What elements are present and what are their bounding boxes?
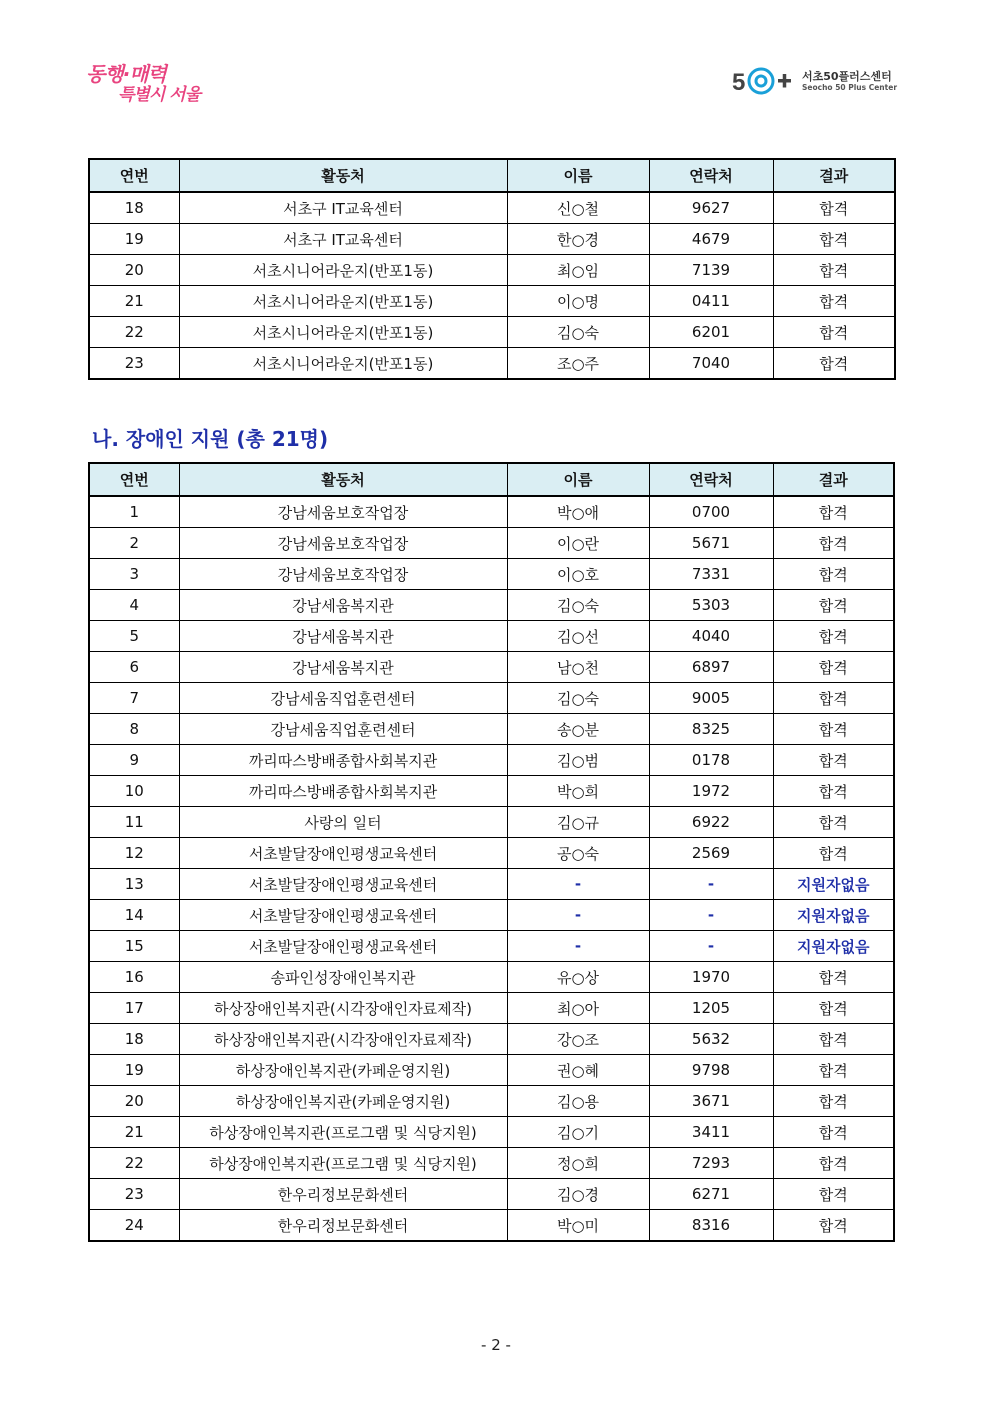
cell-number: 6 <box>89 652 179 683</box>
cell-contact: 5303 <box>649 590 773 621</box>
table-row <box>89 1055 894 1086</box>
cell-number: 20 <box>89 1086 179 1117</box>
col-header-place: 활동처 <box>179 463 507 496</box>
cell-place: 서초구 IT교육센터 <box>179 192 507 224</box>
table-header-row <box>89 159 895 192</box>
table-row <box>89 776 894 807</box>
cell-number: 14 <box>89 900 179 931</box>
cell-name: 최○아 <box>507 993 649 1024</box>
cell-contact: - <box>649 931 773 962</box>
table-row <box>89 559 894 590</box>
cell-name: 정○희 <box>507 1148 649 1179</box>
table-row <box>89 192 895 224</box>
svg-text:5: 5 <box>732 69 746 96</box>
table-continuation <box>88 158 896 380</box>
cell-number: 18 <box>89 192 179 224</box>
cell-contact: 1972 <box>649 776 773 807</box>
cell-name: 김○경 <box>507 1179 649 1210</box>
table-row <box>89 714 894 745</box>
cell-place: 까리따스방배종합사회복지관 <box>179 776 507 807</box>
cell-number: 12 <box>89 838 179 869</box>
cell-name: 김○숙 <box>507 590 649 621</box>
cell-contact: 0700 <box>649 496 773 528</box>
cell-number: 22 <box>89 1148 179 1179</box>
cell-result: 합격 <box>773 528 894 559</box>
table-row <box>89 838 894 869</box>
col-header-place: 활동처 <box>179 159 507 192</box>
cell-result: 합격 <box>773 1210 894 1242</box>
table-row <box>89 255 895 286</box>
seoul-logo-line1: 동행·매력 <box>86 62 166 86</box>
cell-result: 합격 <box>773 807 894 838</box>
col-header-result: 결과 <box>773 463 894 496</box>
cell-place: 하상장애인복지관(카페운영지원) <box>179 1055 507 1086</box>
cell-place: 서초발달장애인평생교육센터 <box>179 931 507 962</box>
cell-place: 하상장애인복지관(프로그램 및 식당지원) <box>179 1148 507 1179</box>
cell-result: 합격 <box>773 962 894 993</box>
cell-number: 15 <box>89 931 179 962</box>
cell-result: 합격 <box>773 714 894 745</box>
cell-name: - <box>507 931 649 962</box>
table-row <box>89 652 894 683</box>
cell-number: 21 <box>89 286 179 317</box>
table-header-row <box>89 463 894 496</box>
cell-result: 합격 <box>773 652 894 683</box>
cell-name: 박○희 <box>507 776 649 807</box>
cell-name: 최○임 <box>507 255 649 286</box>
cell-contact: 9005 <box>649 683 773 714</box>
table-row <box>89 993 894 1024</box>
cell-contact: 5632 <box>649 1024 773 1055</box>
seocho-50plus-logo <box>732 64 902 100</box>
col-header-name: 이름 <box>507 159 649 192</box>
cell-contact: 3671 <box>649 1086 773 1117</box>
cell-place: 강남세움직업훈련센터 <box>179 714 507 745</box>
col-header-number: 연번 <box>89 463 179 496</box>
cell-name: 이○명 <box>507 286 649 317</box>
cell-number: 5 <box>89 621 179 652</box>
cell-name: 강○조 <box>507 1024 649 1055</box>
table-row <box>89 528 894 559</box>
table-row <box>89 286 895 317</box>
cell-contact: 9798 <box>649 1055 773 1086</box>
cell-number: 7 <box>89 683 179 714</box>
cell-result: 합격 <box>773 192 895 224</box>
section-title-disability-support: 나. 장애인 지원 (총 21명) <box>92 427 329 451</box>
cell-number: 16 <box>89 962 179 993</box>
table-row <box>89 1148 894 1179</box>
table-row <box>89 590 894 621</box>
center-name-english: Seocho 50 Plus Center <box>802 83 898 92</box>
cell-place: 송파인성장애인복지관 <box>179 962 507 993</box>
cell-result: 합격 <box>773 590 894 621</box>
cell-place: 서초시니어라운지(반포1동) <box>179 317 507 348</box>
cell-number: 22 <box>89 317 179 348</box>
cell-place: 강남세움보호작업장 <box>179 496 507 528</box>
cell-name: - <box>507 900 649 931</box>
cell-result: 합격 <box>773 317 895 348</box>
cell-result: 합격 <box>773 745 894 776</box>
cell-name: - <box>507 869 649 900</box>
table-row <box>89 900 894 931</box>
cell-place: 강남세움복지관 <box>179 590 507 621</box>
cell-place: 강남세움보호작업장 <box>179 559 507 590</box>
cell-number: 19 <box>89 1055 179 1086</box>
cell-result: 지원자없음 <box>773 931 894 962</box>
cell-name: 공○숙 <box>507 838 649 869</box>
table-row <box>89 317 895 348</box>
cell-result: 합격 <box>773 224 895 255</box>
cell-name: 송○분 <box>507 714 649 745</box>
cell-number: 23 <box>89 1179 179 1210</box>
cell-contact: 1205 <box>649 993 773 1024</box>
cell-place: 까리따스방배종합사회복지관 <box>179 745 507 776</box>
cell-contact: 1970 <box>649 962 773 993</box>
cell-place: 하상장애인복지관(시각장애인자료제작) <box>179 993 507 1024</box>
table-row <box>89 931 894 962</box>
cell-contact: 7040 <box>649 348 773 380</box>
fifty-plus-icon <box>732 64 794 98</box>
cell-result: 합격 <box>773 1148 894 1179</box>
cell-place: 강남세움보호작업장 <box>179 528 507 559</box>
cell-result: 합격 <box>773 776 894 807</box>
cell-contact: 6201 <box>649 317 773 348</box>
cell-place: 하상장애인복지관(카페운영지원) <box>179 1086 507 1117</box>
seoul-logo-line2: 특별시 서울 <box>118 85 201 105</box>
cell-name: 신○철 <box>507 192 649 224</box>
cell-contact: 3411 <box>649 1117 773 1148</box>
cell-result: 지원자없음 <box>773 869 894 900</box>
cell-name: 김○용 <box>507 1086 649 1117</box>
cell-contact: 0411 <box>649 286 773 317</box>
cell-number: 23 <box>89 348 179 380</box>
cell-contact: - <box>649 869 773 900</box>
cell-place: 한우리정보문화센터 <box>179 1179 507 1210</box>
cell-contact: 8325 <box>649 714 773 745</box>
cell-name: 이○호 <box>507 559 649 590</box>
cell-number: 21 <box>89 1117 179 1148</box>
cell-number: 1 <box>89 496 179 528</box>
cell-name: 박○미 <box>507 1210 649 1242</box>
cell-number: 11 <box>89 807 179 838</box>
table-row <box>89 745 894 776</box>
cell-result: 합격 <box>773 621 894 652</box>
cell-contact: 5671 <box>649 528 773 559</box>
cell-result: 합격 <box>773 1086 894 1117</box>
cell-name: 김○선 <box>507 621 649 652</box>
cell-name: 김○기 <box>507 1117 649 1148</box>
cell-number: 2 <box>89 528 179 559</box>
col-header-contact: 연락처 <box>649 159 773 192</box>
cell-place: 서초발달장애인평생교육센터 <box>179 869 507 900</box>
cell-number: 13 <box>89 869 179 900</box>
cell-name: 이○란 <box>507 528 649 559</box>
cell-name: 김○숙 <box>507 683 649 714</box>
col-header-contact: 연락처 <box>649 463 773 496</box>
cell-name: 김○규 <box>507 807 649 838</box>
table-row <box>89 807 894 838</box>
cell-result: 합격 <box>773 683 894 714</box>
cell-place: 강남세움복지관 <box>179 652 507 683</box>
cell-place: 서초시니어라운지(반포1동) <box>179 255 507 286</box>
cell-contact: 0178 <box>649 745 773 776</box>
cell-number: 4 <box>89 590 179 621</box>
cell-contact: 9627 <box>649 192 773 224</box>
table-row <box>89 1117 894 1148</box>
cell-contact: 6922 <box>649 807 773 838</box>
cell-place: 서초발달장애인평생교육센터 <box>179 900 507 931</box>
cell-contact: 8316 <box>649 1210 773 1242</box>
cell-contact: 7139 <box>649 255 773 286</box>
cell-number: 18 <box>89 1024 179 1055</box>
cell-contact: 6897 <box>649 652 773 683</box>
cell-result: 합격 <box>773 255 895 286</box>
cell-result: 합격 <box>773 286 895 317</box>
table-row <box>89 683 894 714</box>
cell-name: 김○숙 <box>507 317 649 348</box>
cell-name: 권○혜 <box>507 1055 649 1086</box>
cell-place: 서초시니어라운지(반포1동) <box>179 348 507 380</box>
cell-result: 합격 <box>773 838 894 869</box>
table-row <box>89 1179 894 1210</box>
cell-contact: 4040 <box>649 621 773 652</box>
cell-result: 합격 <box>773 993 894 1024</box>
cell-result: 합격 <box>773 559 894 590</box>
cell-name: 유○상 <box>507 962 649 993</box>
cell-place: 하상장애인복지관(프로그램 및 식당지원) <box>179 1117 507 1148</box>
cell-number: 20 <box>89 255 179 286</box>
cell-contact: 7293 <box>649 1148 773 1179</box>
cell-name: 김○범 <box>507 745 649 776</box>
table-row <box>89 1024 894 1055</box>
cell-name: 남○천 <box>507 652 649 683</box>
cell-place: 서초시니어라운지(반포1동) <box>179 286 507 317</box>
cell-result: 합격 <box>773 1055 894 1086</box>
cell-result: 합격 <box>773 496 894 528</box>
cell-contact: 4679 <box>649 224 773 255</box>
cell-place: 강남세움직업훈련센터 <box>179 683 507 714</box>
cell-number: 3 <box>89 559 179 590</box>
cell-place: 사랑의 일터 <box>179 807 507 838</box>
cell-place: 서초구 IT교육센터 <box>179 224 507 255</box>
table-row <box>89 224 895 255</box>
cell-place: 한우리정보문화센터 <box>179 1210 507 1242</box>
cell-number: 10 <box>89 776 179 807</box>
table-row <box>89 1086 894 1117</box>
cell-result: 합격 <box>773 1117 894 1148</box>
table-row <box>89 1210 894 1242</box>
cell-place: 서초발달장애인평생교육센터 <box>179 838 507 869</box>
cell-number: 9 <box>89 745 179 776</box>
cell-contact: 2569 <box>649 838 773 869</box>
cell-number: 24 <box>89 1210 179 1242</box>
cell-result: 합격 <box>773 1179 894 1210</box>
cell-name: 한○경 <box>507 224 649 255</box>
table-row <box>89 348 895 380</box>
cell-result: 합격 <box>773 348 895 380</box>
cell-number: 17 <box>89 993 179 1024</box>
col-header-number: 연번 <box>89 159 179 192</box>
table-disability-support <box>88 462 895 1242</box>
cell-place: 하상장애인복지관(시각장애인자료제작) <box>179 1024 507 1055</box>
table-row <box>89 621 894 652</box>
cell-name: 박○애 <box>507 496 649 528</box>
cell-number: 19 <box>89 224 179 255</box>
center-name: 서초50플러스센터 <box>802 70 892 83</box>
page-number: - 2 - <box>481 1336 511 1354</box>
table-row <box>89 869 894 900</box>
cell-contact: 7331 <box>649 559 773 590</box>
cell-number: 8 <box>89 714 179 745</box>
col-header-name: 이름 <box>507 463 649 496</box>
cell-place: 강남세움복지관 <box>179 621 507 652</box>
table-row <box>89 962 894 993</box>
cell-name: 조○주 <box>507 348 649 380</box>
cell-result: 합격 <box>773 1024 894 1055</box>
col-header-result: 결과 <box>773 159 895 192</box>
cell-contact: 6271 <box>649 1179 773 1210</box>
table-row <box>89 496 894 528</box>
cell-result: 지원자없음 <box>773 900 894 931</box>
seoul-logo <box>86 58 216 108</box>
cell-contact: - <box>649 900 773 931</box>
